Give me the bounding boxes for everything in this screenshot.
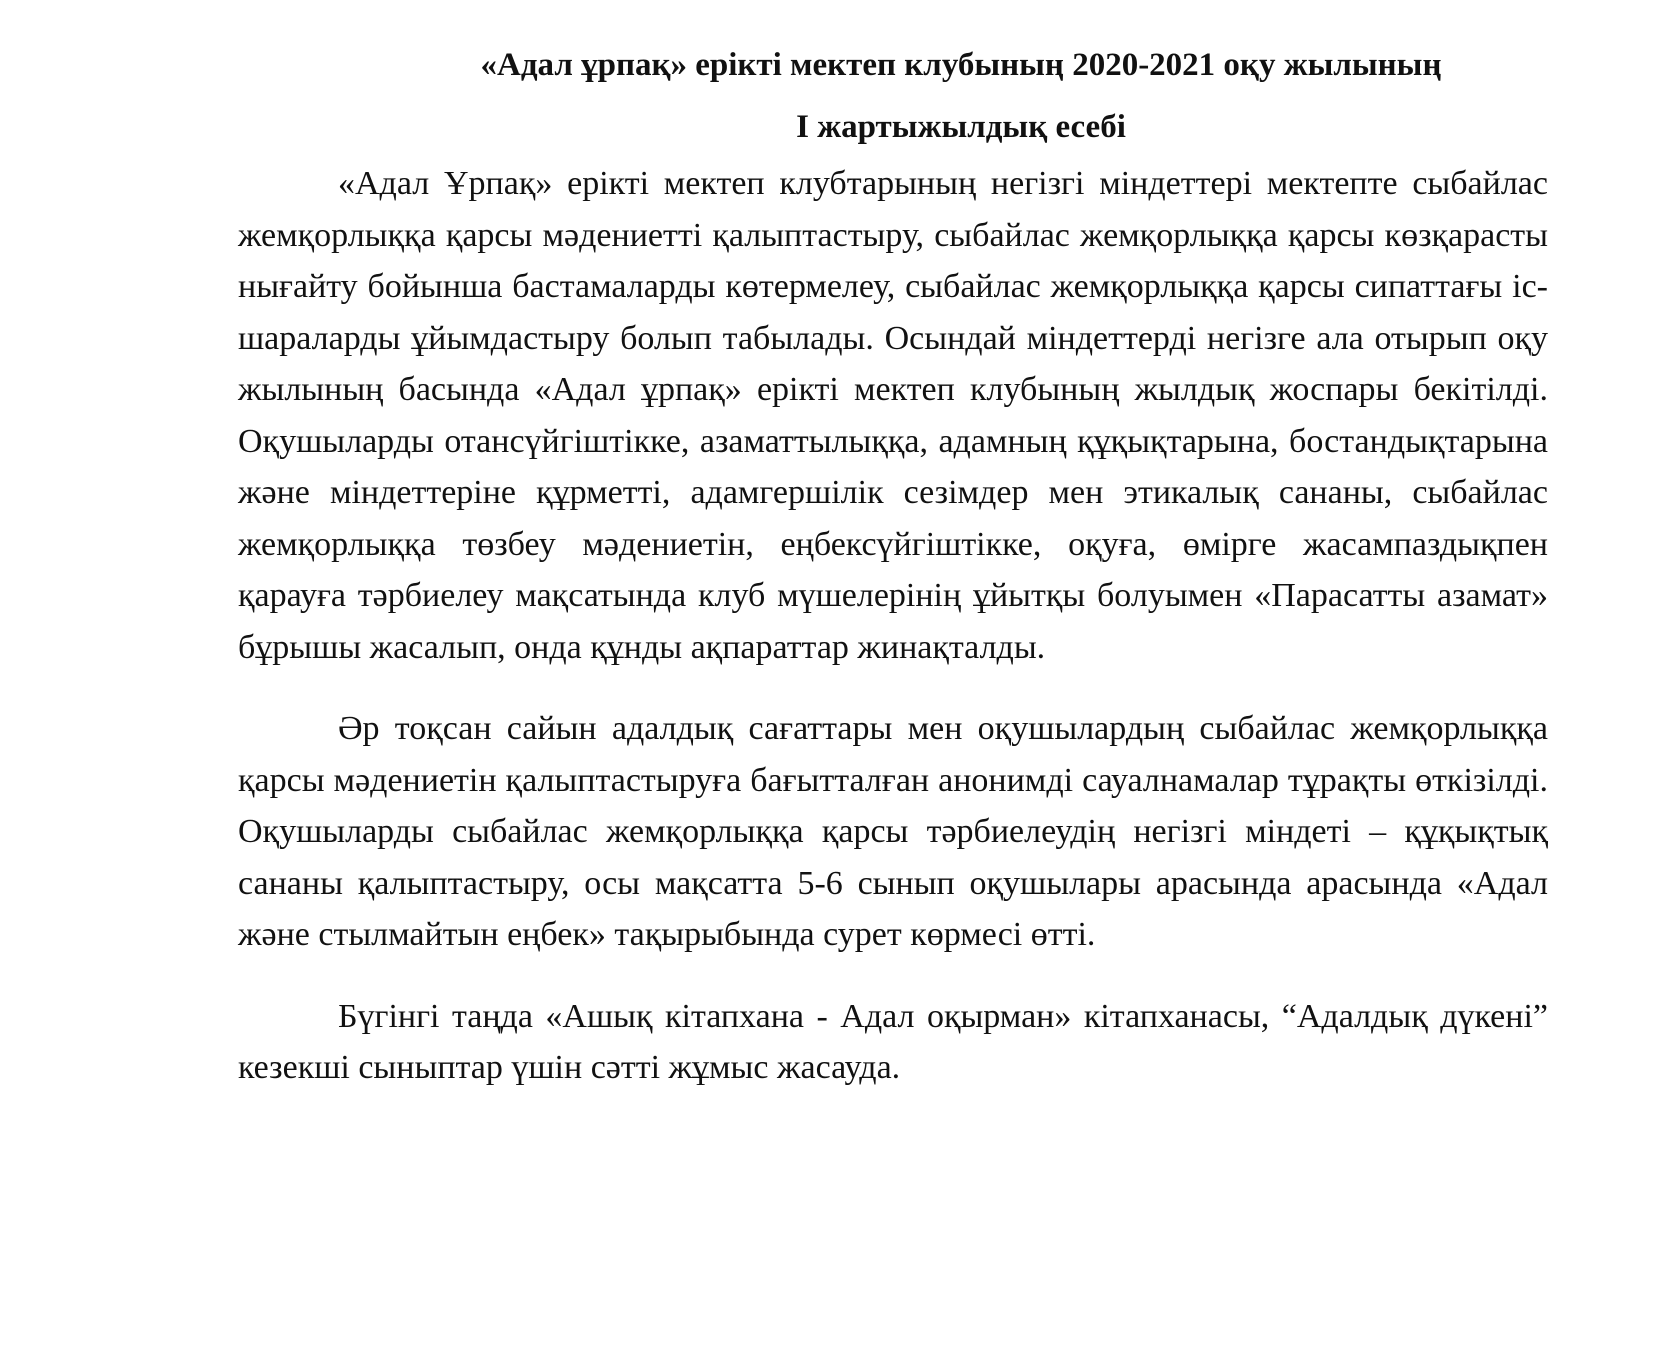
paragraph-club-tasks: «Адал Ұрпақ» ерікті мектеп клубтарының негізгі міндеттері мектепте сыбайлас жемқорлыққа қарсы мәдениетті қалыптастыру, сыбайлас жемқорлыққа қарсы көзқарасты нығайту бойынша бастамаларды көтермелеу, сыбайлас жемқорлыққа қарсы сипаттағы іс-шараларды ұйымдастыру болып табылады. Осындай міндеттерді негізге ала отырып оқу жылының басында «Адал ұрпақ» ерікті мектеп клубының жылдық жоспары бекітілді. Оқушыларды отансүйгіштікке, азаматтылыққа, адамның құқықтарына, бостандықтарына және міндеттеріне құрметті, адамгершілік сезімдер мен этикалық сананы, сыбайлас жемқорлыққа төзбеу мәдениетін, еңбексүйгіштікке, оқуға, өмірге жасампаздықпен қарауға тәрбиелеу мақсатында клуб мүшелерінің ұйытқы болуымен «Парасатты азамат» бұрышы жасалып, онда құнды ақпараттар жинақталды.: [238, 165, 1548, 666]
document-page: [238, 40, 1548, 1094]
document-subtitle: I жартыжылдық есебі: [796, 109, 1126, 145]
paragraph-library-shop: Бүгінгі таңда «Ашық кітапхана - Адал оқырман» кітапханасы, “Адалдық дүкені” кезекші сыныптар үшін сәтті жұмыс жасауда.: [238, 997, 1548, 1086]
paragraph-quarterly-events: Әр тоқсан сайын адалдық сағаттары мен оқушылардың сыбайлас жемқорлыққа қарсы мәдениетін қалыптастыруға бағытталған анонимді сауалнамалар тұрақты өткізілді. Оқушыларды сыбайлас жемқорлыққа қарсы тәрбиелеудің негізгі міндеті – құқықтық сананы қалыптастыру, осы мақсатта 5-6 сынып оқушылары арасында арасында «Адал және стылмайтын еңбек» тақырыбында сурет көрмесі өтті.: [238, 710, 1548, 953]
document-title: «Адал ұрпақ» ерікті мектеп клубының 2020-2021 оқу жылының: [480, 47, 1442, 83]
